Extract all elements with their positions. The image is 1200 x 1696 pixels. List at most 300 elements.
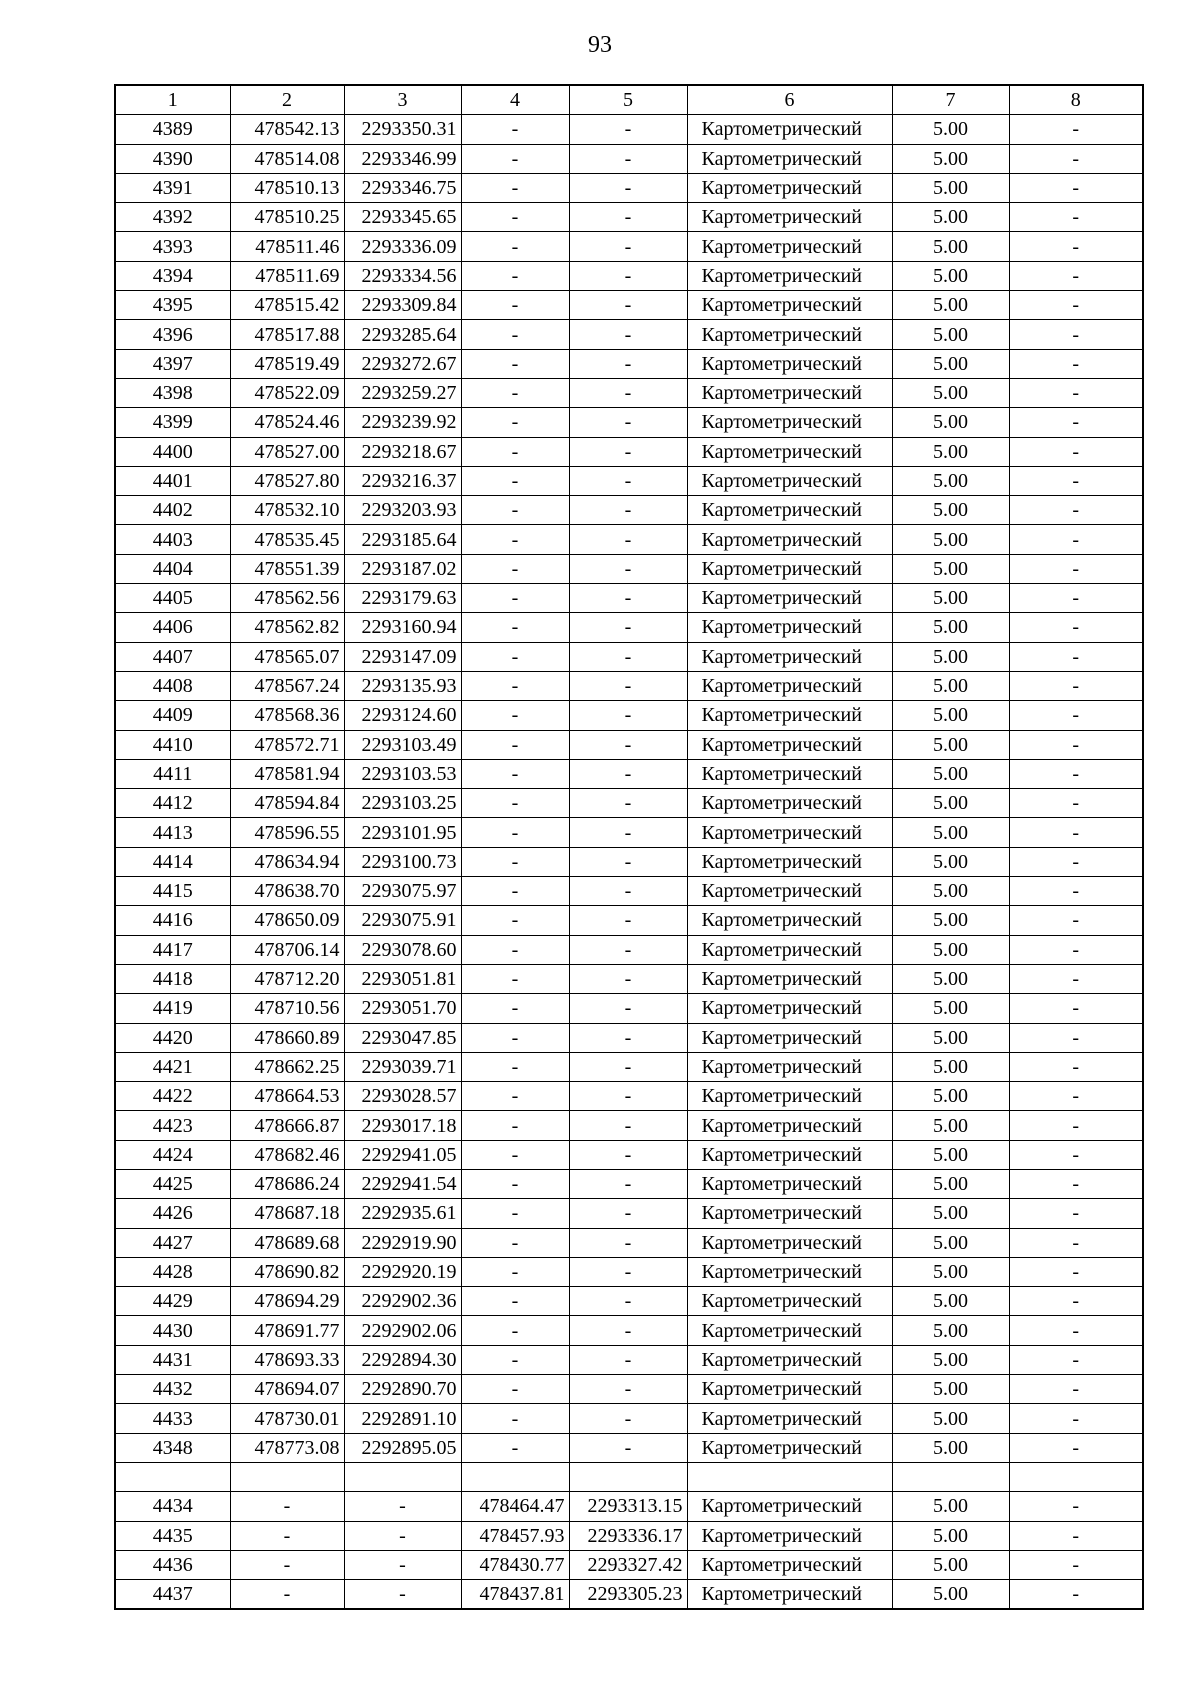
table-row — [115, 847, 1143, 876]
precision-cell: 5.00 — [892, 232, 1009, 261]
method-cell: Картометрический — [687, 1169, 892, 1198]
y-coordinate-old-cell: 2293147.09 — [344, 642, 461, 671]
table-row — [115, 906, 1143, 935]
table-row — [115, 1140, 1143, 1169]
precision-cell: 5.00 — [892, 1316, 1009, 1345]
method-cell: Картометрический — [687, 671, 892, 700]
table-row — [115, 964, 1143, 993]
description-cell: - — [1009, 1052, 1143, 1081]
y-coordinate-old-cell — [344, 1462, 461, 1491]
x-coordinate-new-cell: - — [461, 935, 569, 964]
table-header-row — [115, 85, 1143, 115]
x-coordinate-new-cell: 478437.81 — [461, 1580, 569, 1610]
description-cell: - — [1009, 671, 1143, 700]
point-number-cell: 4407 — [115, 642, 230, 671]
y-coordinate-old-cell: 2292941.05 — [344, 1140, 461, 1169]
y-coordinate-new-cell: 2293313.15 — [569, 1492, 687, 1521]
description-cell: - — [1009, 1492, 1143, 1521]
point-number-cell: 4389 — [115, 115, 230, 144]
x-coordinate-new-cell: - — [461, 789, 569, 818]
x-coordinate-old-cell: 478565.07 — [230, 642, 344, 671]
table-row — [115, 1169, 1143, 1198]
x-coordinate-old-cell: 478535.45 — [230, 525, 344, 554]
y-coordinate-new-cell: - — [569, 349, 687, 378]
point-number-cell: 4390 — [115, 144, 230, 173]
x-coordinate-new-cell: - — [461, 613, 569, 642]
table-row — [115, 232, 1143, 261]
table-row — [115, 701, 1143, 730]
x-coordinate-new-cell: - — [461, 1228, 569, 1257]
y-coordinate-new-cell: - — [569, 1375, 687, 1404]
x-coordinate-new-cell: - — [461, 906, 569, 935]
y-coordinate-new-cell: - — [569, 613, 687, 642]
y-coordinate-old-cell: 2293103.53 — [344, 759, 461, 788]
precision-cell: 5.00 — [892, 1404, 1009, 1433]
point-number-cell: 4400 — [115, 437, 230, 466]
x-coordinate-old-cell: 478594.84 — [230, 789, 344, 818]
x-coordinate-old-cell: 478542.13 — [230, 115, 344, 144]
y-coordinate-new-cell: - — [569, 261, 687, 290]
x-coordinate-old-cell: 478532.10 — [230, 496, 344, 525]
table-row — [115, 818, 1143, 847]
point-number-cell: 4399 — [115, 408, 230, 437]
y-coordinate-old-cell: 2293078.60 — [344, 935, 461, 964]
point-number-cell: 4424 — [115, 1140, 230, 1169]
precision-cell: 5.00 — [892, 1052, 1009, 1081]
precision-cell: 5.00 — [892, 320, 1009, 349]
x-coordinate-new-cell: - — [461, 1257, 569, 1286]
column-header: 8 — [1009, 85, 1143, 115]
method-cell: Картометрический — [687, 144, 892, 173]
y-coordinate-new-cell: - — [569, 173, 687, 202]
table-row — [115, 1492, 1143, 1521]
point-number-cell: 4431 — [115, 1345, 230, 1374]
method-cell: Картометрический — [687, 1345, 892, 1374]
table-row — [115, 525, 1143, 554]
table-row — [115, 1345, 1143, 1374]
method-cell: Картометрический — [687, 877, 892, 906]
point-number-cell — [115, 1462, 230, 1491]
table-row — [115, 554, 1143, 583]
x-coordinate-old-cell: 478515.42 — [230, 291, 344, 320]
precision-cell: 5.00 — [892, 701, 1009, 730]
y-coordinate-new-cell: - — [569, 701, 687, 730]
point-number-cell: 4392 — [115, 203, 230, 232]
column-header: 2 — [230, 85, 344, 115]
y-coordinate-old-cell: 2293179.63 — [344, 584, 461, 613]
precision-cell: 5.00 — [892, 1580, 1009, 1610]
table-row — [115, 994, 1143, 1023]
coordinates-table — [114, 84, 1144, 1610]
point-number-cell: 4406 — [115, 613, 230, 642]
description-cell: - — [1009, 1082, 1143, 1111]
method-cell: Картометрический — [687, 261, 892, 290]
y-coordinate-old-cell: 2293239.92 — [344, 408, 461, 437]
method-cell: Картометрический — [687, 935, 892, 964]
x-coordinate-new-cell: - — [461, 1287, 569, 1316]
point-number-cell: 4414 — [115, 847, 230, 876]
precision-cell: 5.00 — [892, 847, 1009, 876]
x-coordinate-new-cell: - — [461, 1111, 569, 1140]
precision-cell: 5.00 — [892, 671, 1009, 700]
precision-cell: 5.00 — [892, 525, 1009, 554]
description-cell: - — [1009, 847, 1143, 876]
y-coordinate-new-cell: - — [569, 818, 687, 847]
precision-cell: 5.00 — [892, 115, 1009, 144]
y-coordinate-old-cell: 2293075.91 — [344, 906, 461, 935]
x-coordinate-old-cell: 478638.70 — [230, 877, 344, 906]
y-coordinate-new-cell: - — [569, 994, 687, 1023]
table-row — [115, 261, 1143, 290]
description-cell: - — [1009, 1550, 1143, 1579]
x-coordinate-old-cell: 478660.89 — [230, 1023, 344, 1052]
y-coordinate-new-cell: - — [569, 847, 687, 876]
y-coordinate-new-cell: - — [569, 584, 687, 613]
description-cell: - — [1009, 408, 1143, 437]
y-coordinate-new-cell: - — [569, 935, 687, 964]
method-cell: Картометрический — [687, 584, 892, 613]
table-row — [115, 1257, 1143, 1286]
x-coordinate-old-cell: 478664.53 — [230, 1082, 344, 1111]
x-coordinate-new-cell: - — [461, 671, 569, 700]
x-coordinate-new-cell: - — [461, 115, 569, 144]
x-coordinate-old-cell: 478581.94 — [230, 759, 344, 788]
x-coordinate-old-cell: - — [230, 1580, 344, 1610]
method-cell: Картометрический — [687, 1492, 892, 1521]
table-row — [115, 349, 1143, 378]
x-coordinate-old-cell: 478517.88 — [230, 320, 344, 349]
precision-cell: 5.00 — [892, 730, 1009, 759]
description-cell: - — [1009, 613, 1143, 642]
table-row — [115, 1462, 1143, 1491]
y-coordinate-new-cell: - — [569, 1111, 687, 1140]
x-coordinate-old-cell: - — [230, 1521, 344, 1550]
precision-cell: 5.00 — [892, 291, 1009, 320]
x-coordinate-new-cell: - — [461, 349, 569, 378]
description-cell: - — [1009, 232, 1143, 261]
precision-cell: 5.00 — [892, 554, 1009, 583]
description-cell: - — [1009, 818, 1143, 847]
x-coordinate-old-cell: 478712.20 — [230, 964, 344, 993]
precision-cell: 5.00 — [892, 1111, 1009, 1140]
point-number-cell: 4427 — [115, 1228, 230, 1257]
table-row — [115, 789, 1143, 818]
x-coordinate-old-cell: 478551.39 — [230, 554, 344, 583]
x-coordinate-old-cell: 478514.08 — [230, 144, 344, 173]
point-number-cell: 4402 — [115, 496, 230, 525]
precision-cell: 5.00 — [892, 1521, 1009, 1550]
precision-cell: 5.00 — [892, 1140, 1009, 1169]
x-coordinate-new-cell: - — [461, 701, 569, 730]
description-cell: - — [1009, 906, 1143, 935]
description-cell: - — [1009, 1169, 1143, 1198]
x-coordinate-new-cell: - — [461, 173, 569, 202]
point-number-cell: 4433 — [115, 1404, 230, 1433]
point-number-cell: 4419 — [115, 994, 230, 1023]
description-cell: - — [1009, 701, 1143, 730]
table-row — [115, 730, 1143, 759]
description-cell: - — [1009, 642, 1143, 671]
description-cell: - — [1009, 964, 1143, 993]
x-coordinate-old-cell: 478690.82 — [230, 1257, 344, 1286]
method-cell: Картометрический — [687, 964, 892, 993]
method-cell: Картометрический — [687, 291, 892, 320]
point-number-cell: 4408 — [115, 671, 230, 700]
method-cell: Картометрический — [687, 496, 892, 525]
table-row — [115, 642, 1143, 671]
description-cell: - — [1009, 1433, 1143, 1462]
precision-cell: 5.00 — [892, 378, 1009, 407]
y-coordinate-old-cell: 2293103.49 — [344, 730, 461, 759]
y-coordinate-new-cell: - — [569, 1082, 687, 1111]
y-coordinate-new-cell: - — [569, 320, 687, 349]
method-cell: Картометрический — [687, 349, 892, 378]
method-cell: Картометрический — [687, 1140, 892, 1169]
table-row — [115, 1082, 1143, 1111]
x-coordinate-old-cell: 478693.33 — [230, 1345, 344, 1374]
point-number-cell: 4428 — [115, 1257, 230, 1286]
precision-cell: 5.00 — [892, 1287, 1009, 1316]
x-coordinate-new-cell: - — [461, 847, 569, 876]
x-coordinate-new-cell: 478430.77 — [461, 1550, 569, 1579]
point-number-cell: 4348 — [115, 1433, 230, 1462]
x-coordinate-new-cell: - — [461, 1082, 569, 1111]
table-row — [115, 613, 1143, 642]
table-row — [115, 935, 1143, 964]
point-number-cell: 4412 — [115, 789, 230, 818]
point-number-cell: 4405 — [115, 584, 230, 613]
precision-cell: 5.00 — [892, 1199, 1009, 1228]
y-coordinate-new-cell: 2293336.17 — [569, 1521, 687, 1550]
method-cell: Картометрический — [687, 730, 892, 759]
method-cell: Картометрический — [687, 701, 892, 730]
y-coordinate-new-cell: - — [569, 906, 687, 935]
y-coordinate-new-cell: - — [569, 1140, 687, 1169]
precision-cell: 5.00 — [892, 1375, 1009, 1404]
y-coordinate-new-cell: - — [569, 1404, 687, 1433]
precision-cell: 5.00 — [892, 261, 1009, 290]
x-coordinate-old-cell: 478527.00 — [230, 437, 344, 466]
table-row — [115, 1199, 1143, 1228]
method-cell: Картометрический — [687, 906, 892, 935]
page-number: 93 — [588, 32, 612, 58]
table-row — [115, 291, 1143, 320]
x-coordinate-old-cell: 478568.36 — [230, 701, 344, 730]
x-coordinate-new-cell: - — [461, 1316, 569, 1345]
description-cell: - — [1009, 1228, 1143, 1257]
x-coordinate-new-cell: - — [461, 584, 569, 613]
y-coordinate-new-cell — [569, 1462, 687, 1491]
y-coordinate-new-cell: - — [569, 203, 687, 232]
point-number-cell: 4409 — [115, 701, 230, 730]
point-number-cell: 4401 — [115, 466, 230, 495]
y-coordinate-old-cell: 2292890.70 — [344, 1375, 461, 1404]
method-cell: Картометрический — [687, 466, 892, 495]
precision-cell: 5.00 — [892, 1023, 1009, 1052]
table-row — [115, 144, 1143, 173]
table-row — [115, 203, 1143, 232]
table-row — [115, 1052, 1143, 1081]
x-coordinate-old-cell: 478519.49 — [230, 349, 344, 378]
precision-cell: 5.00 — [892, 466, 1009, 495]
y-coordinate-old-cell: 2293103.25 — [344, 789, 461, 818]
y-coordinate-new-cell: - — [569, 877, 687, 906]
precision-cell: 5.00 — [892, 496, 1009, 525]
y-coordinate-new-cell: - — [569, 1199, 687, 1228]
point-number-cell: 4394 — [115, 261, 230, 290]
point-number-cell: 4420 — [115, 1023, 230, 1052]
description-cell: - — [1009, 730, 1143, 759]
precision-cell: 5.00 — [892, 1492, 1009, 1521]
table-row — [115, 1287, 1143, 1316]
method-cell: Картометрический — [687, 1287, 892, 1316]
x-coordinate-old-cell: 478687.18 — [230, 1199, 344, 1228]
precision-cell: 5.00 — [892, 818, 1009, 847]
precision-cell: 5.00 — [892, 1169, 1009, 1198]
description-cell: - — [1009, 349, 1143, 378]
y-coordinate-old-cell: - — [344, 1521, 461, 1550]
y-coordinate-old-cell: 2293039.71 — [344, 1052, 461, 1081]
x-coordinate-new-cell: - — [461, 818, 569, 847]
point-number-cell: 4395 — [115, 291, 230, 320]
point-number-cell: 4417 — [115, 935, 230, 964]
x-coordinate-new-cell: - — [461, 261, 569, 290]
point-number-cell: 4426 — [115, 1199, 230, 1228]
method-cell: Картометрический — [687, 1433, 892, 1462]
x-coordinate-old-cell: 478634.94 — [230, 847, 344, 876]
x-coordinate-old-cell: 478682.46 — [230, 1140, 344, 1169]
precision-cell — [892, 1462, 1009, 1491]
y-coordinate-old-cell: 2293101.95 — [344, 818, 461, 847]
method-cell: Картометрический — [687, 525, 892, 554]
table-row — [115, 437, 1143, 466]
precision-cell: 5.00 — [892, 203, 1009, 232]
method-cell: Картометрический — [687, 642, 892, 671]
method-cell: Картометрический — [687, 1199, 892, 1228]
y-coordinate-old-cell: 2292941.54 — [344, 1169, 461, 1198]
y-coordinate-old-cell: 2293346.75 — [344, 173, 461, 202]
description-cell: - — [1009, 144, 1143, 173]
table-row — [115, 466, 1143, 495]
y-coordinate-new-cell: - — [569, 1169, 687, 1198]
point-number-cell: 4435 — [115, 1521, 230, 1550]
description-cell: - — [1009, 877, 1143, 906]
column-header: 3 — [344, 85, 461, 115]
y-coordinate-new-cell: - — [569, 1316, 687, 1345]
point-number-cell: 4425 — [115, 1169, 230, 1198]
y-coordinate-old-cell: 2293100.73 — [344, 847, 461, 876]
y-coordinate-old-cell: - — [344, 1550, 461, 1579]
precision-cell: 5.00 — [892, 642, 1009, 671]
point-number-cell: 4403 — [115, 525, 230, 554]
description-cell: - — [1009, 789, 1143, 818]
description-cell: - — [1009, 994, 1143, 1023]
description-cell: - — [1009, 1580, 1143, 1610]
precision-cell: 5.00 — [892, 1228, 1009, 1257]
description-cell: - — [1009, 1345, 1143, 1374]
x-coordinate-new-cell: - — [461, 1140, 569, 1169]
method-cell: Картометрический — [687, 1550, 892, 1579]
x-coordinate-old-cell: 478567.24 — [230, 671, 344, 700]
y-coordinate-old-cell: 2293334.56 — [344, 261, 461, 290]
x-coordinate-old-cell: 478527.80 — [230, 466, 344, 495]
x-coordinate-new-cell: - — [461, 203, 569, 232]
method-cell: Картометрический — [687, 1257, 892, 1286]
point-number-cell: 4393 — [115, 232, 230, 261]
y-coordinate-new-cell: - — [569, 525, 687, 554]
y-coordinate-old-cell: 2293135.93 — [344, 671, 461, 700]
x-coordinate-new-cell: 478464.47 — [461, 1492, 569, 1521]
precision-cell: 5.00 — [892, 349, 1009, 378]
y-coordinate-new-cell: - — [569, 964, 687, 993]
precision-cell: 5.00 — [892, 759, 1009, 788]
x-coordinate-new-cell: - — [461, 1404, 569, 1433]
x-coordinate-new-cell: - — [461, 496, 569, 525]
x-coordinate-old-cell: 478706.14 — [230, 935, 344, 964]
y-coordinate-old-cell: 2293051.70 — [344, 994, 461, 1023]
point-number-cell: 4436 — [115, 1550, 230, 1579]
y-coordinate-new-cell: - — [569, 642, 687, 671]
x-coordinate-old-cell: 478694.29 — [230, 1287, 344, 1316]
y-coordinate-old-cell: 2293285.64 — [344, 320, 461, 349]
precision-cell: 5.00 — [892, 173, 1009, 202]
y-coordinate-new-cell: - — [569, 554, 687, 583]
x-coordinate-new-cell: - — [461, 1023, 569, 1052]
y-coordinate-new-cell: - — [569, 466, 687, 495]
description-cell: - — [1009, 320, 1143, 349]
y-coordinate-old-cell: 2292935.61 — [344, 1199, 461, 1228]
description-cell: - — [1009, 1404, 1143, 1433]
y-coordinate-old-cell: 2293075.97 — [344, 877, 461, 906]
y-coordinate-new-cell: - — [569, 1433, 687, 1462]
description-cell: - — [1009, 291, 1143, 320]
x-coordinate-new-cell: - — [461, 144, 569, 173]
y-coordinate-old-cell: 2293350.31 — [344, 115, 461, 144]
column-header: 5 — [569, 85, 687, 115]
description-cell: - — [1009, 437, 1143, 466]
method-cell: Картометрический — [687, 818, 892, 847]
description-cell: - — [1009, 1521, 1143, 1550]
y-coordinate-old-cell: 2292895.05 — [344, 1433, 461, 1462]
x-coordinate-new-cell: - — [461, 964, 569, 993]
x-coordinate-new-cell: - — [461, 994, 569, 1023]
x-coordinate-new-cell: - — [461, 877, 569, 906]
x-coordinate-new-cell: - — [461, 759, 569, 788]
x-coordinate-new-cell: - — [461, 408, 569, 437]
description-cell: - — [1009, 203, 1143, 232]
method-cell: Картометрический — [687, 1082, 892, 1111]
description-cell: - — [1009, 496, 1143, 525]
x-coordinate-old-cell: 478666.87 — [230, 1111, 344, 1140]
x-coordinate-old-cell: 478511.46 — [230, 232, 344, 261]
description-cell: - — [1009, 525, 1143, 554]
precision-cell: 5.00 — [892, 584, 1009, 613]
precision-cell: 5.00 — [892, 613, 1009, 642]
table-row — [115, 584, 1143, 613]
description-cell — [1009, 1462, 1143, 1491]
method-cell: Картометрический — [687, 378, 892, 407]
precision-cell: 5.00 — [892, 1433, 1009, 1462]
x-coordinate-old-cell: 478562.56 — [230, 584, 344, 613]
y-coordinate-new-cell: - — [569, 115, 687, 144]
y-coordinate-old-cell: 2293218.67 — [344, 437, 461, 466]
y-coordinate-old-cell: 2292919.90 — [344, 1228, 461, 1257]
y-coordinate-old-cell: - — [344, 1580, 461, 1610]
method-cell: Картометрический — [687, 1404, 892, 1433]
y-coordinate-old-cell: 2292894.30 — [344, 1345, 461, 1374]
table-row — [115, 1580, 1143, 1610]
point-number-cell: 4430 — [115, 1316, 230, 1345]
